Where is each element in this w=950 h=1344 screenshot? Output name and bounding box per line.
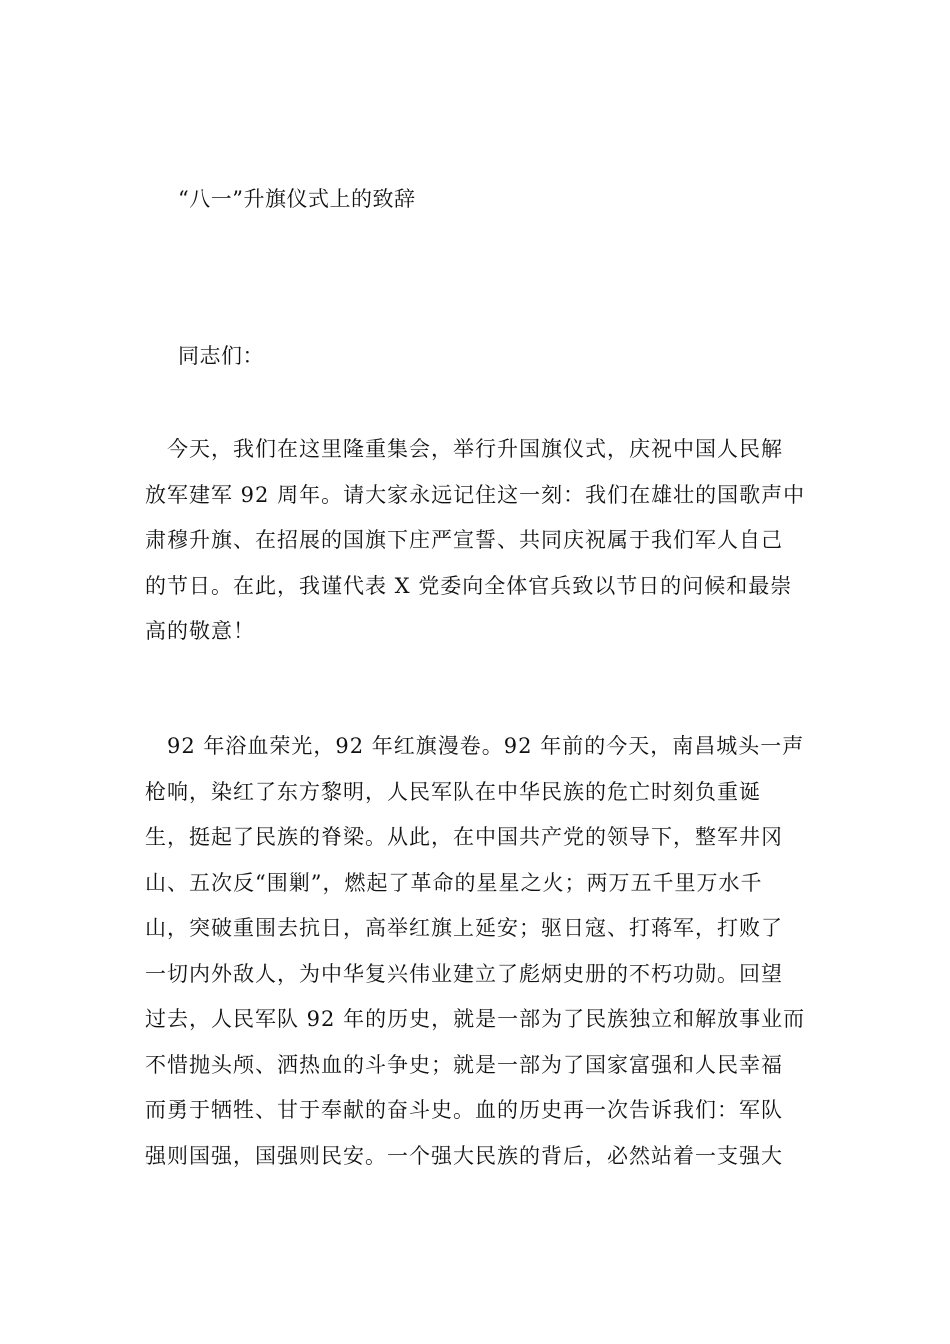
paragraph-line: 枪响，染红了东方黎明，人民军队在中华民族的危亡时刻负重诞 xyxy=(145,779,761,804)
paragraph-line: 92 年浴血荣光，92 年红旗漫卷。92 年前的今天，南昌城头一声 xyxy=(145,734,805,758)
paragraph-line: 而勇于牺牲、甘于奉献的奋斗史。血的历史再一次告诉我们：军队 xyxy=(145,1098,783,1122)
paragraph-line: 山，突破重围去抗日，高举红旗上延安；驱日寇、打蒋军，打败了 xyxy=(145,916,783,940)
document-title: “八一”升旗仪式上的致辞 xyxy=(178,187,416,211)
paragraph-line: 放军建军 92 周年。请大家永远记住这一刻：我们在雄壮的国歌声中 xyxy=(145,482,806,507)
paragraph-line: 强则国强，国强则民安。一个强大民族的背后，必然站着一支强大 xyxy=(145,1143,783,1168)
paragraph-line: 肃穆升旗、在招展的国旗下庄严宣誓、共同庆祝属于我们军人自己 xyxy=(145,528,783,552)
paragraph-line: 山、五次反“围剿”，燃起了革命的星星之火；两万五千里万水千 xyxy=(145,870,763,895)
paragraph-1 xyxy=(145,427,813,655)
paragraph-line: 的节日。在此，我谨代表 X 党委向全体官兵致以节日的问候和最崇 xyxy=(145,573,793,598)
paragraph-line: 一切内外敌人，为中华复兴伟业建立了彪炳史册的不朽功勋。回望 xyxy=(145,961,783,986)
paragraph-line: 高的敬意！ xyxy=(145,619,255,643)
paragraph-2 xyxy=(145,724,813,1179)
paragraph-line: 不惜抛头颅、洒热血的斗争史；就是一部为了国家富强和人民幸福 xyxy=(145,1052,783,1077)
salutation: 同志们： xyxy=(178,344,264,368)
paragraph-line: 过去，人民军队 92 年的历史，就是一部为了民族独立和解放事业而 xyxy=(145,1007,806,1031)
paragraph-line: 今天，我们在这里隆重集会，举行升国旗仪式，庆祝中国人民解 xyxy=(145,437,783,461)
paragraph-line: 生，挺起了民族的脊梁。从此，在中国共产党的领导下，整军井冈 xyxy=(145,825,783,849)
